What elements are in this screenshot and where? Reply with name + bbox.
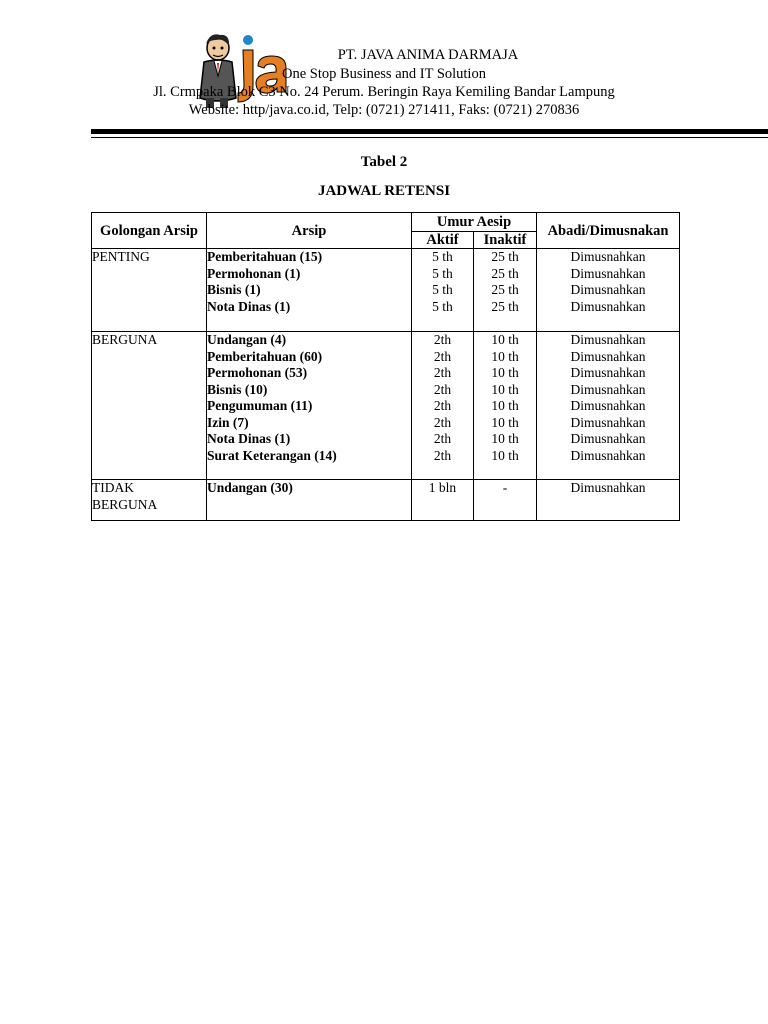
- arsip-item: Pemberitahuan (60): [207, 348, 323, 364]
- table-row: [92, 332, 680, 480]
- golongan-cell: TIDAK BERGUNA: [92, 480, 207, 521]
- aktif-value: 2th: [433, 332, 452, 347]
- inaktif-value: 25 th: [491, 249, 519, 264]
- aktif-value: 2th: [433, 447, 452, 463]
- letterhead: [0, 0, 768, 140]
- status-value: Dimusnahkan: [570, 381, 646, 397]
- aktif-cell: [412, 480, 474, 521]
- inaktif-value: 10 th: [491, 332, 519, 347]
- company-tagline: One Stop Business and IT Solution: [282, 66, 486, 82]
- aktif-value: 2th: [433, 398, 452, 413]
- aktif-value: 2th: [433, 381, 452, 397]
- aktif-value: 1 bln: [428, 480, 457, 495]
- status-value: Dimusnahkan: [570, 447, 646, 463]
- golongan-cell: PENTING: [92, 249, 207, 332]
- arsip-cell: [207, 480, 412, 521]
- inaktif-value: 25 th: [491, 298, 519, 314]
- status-value: Dimusnahkan: [570, 348, 646, 364]
- table-number: Tabel 2: [360, 154, 408, 170]
- arsip-item: Pengumuman (11): [207, 398, 313, 413]
- status-value: Dimusnahkan: [570, 431, 646, 446]
- inaktif-value: 10 th: [491, 381, 519, 397]
- header-arsip: Arsip: [207, 213, 412, 249]
- status-value: Dimusnahkan: [570, 298, 646, 314]
- inaktif-value: 10 th: [491, 365, 519, 380]
- aktif-value: 2th: [433, 431, 452, 446]
- company-contact: Website: http/java.co.id, Telp: (0721) 271411, Faks: (0721) 270836: [188, 102, 580, 118]
- aktif-value: 2th: [433, 414, 452, 430]
- header-inaktif: Inaktif: [474, 232, 537, 249]
- inaktif-value: 25 th: [491, 282, 519, 297]
- table-row: [92, 249, 680, 332]
- arsip-item: Bisnis (1): [207, 282, 261, 297]
- status-cell: [537, 249, 680, 332]
- status-value: Dimusnahkan: [570, 480, 646, 495]
- company-address: Jl. Crmpaka Blok C3 No. 24 Perum. Beringin Raya Kemiling Bandar Lampung: [153, 84, 615, 100]
- inaktif-value: 10 th: [491, 348, 519, 364]
- header-aktif: Aktif: [412, 232, 474, 249]
- status-value: Dimusnahkan: [570, 332, 646, 347]
- header-rule-thick: [91, 129, 768, 134]
- table-title: JADWAL RETENSI: [317, 183, 451, 199]
- arsip-item: Undangan (30): [207, 480, 293, 495]
- aktif-value: 5 th: [432, 265, 453, 281]
- arsip-item: Surat Keterangan (14): [207, 447, 337, 463]
- arsip-item: Undangan (4): [207, 332, 287, 347]
- header-golongan: Golongan Arsip: [92, 213, 207, 249]
- header-abadi: Abadi/Dimusnakan: [537, 213, 680, 249]
- status-value: Dimusnahkan: [570, 414, 646, 430]
- inaktif-cell: [474, 249, 537, 332]
- aktif-value: 2th: [433, 348, 452, 364]
- status-value: Dimusnahkan: [570, 365, 646, 380]
- aktif-value: 5 th: [432, 298, 453, 314]
- header-rule-thin: [91, 137, 768, 138]
- inaktif-value: -: [502, 480, 508, 495]
- header-umur: Umur Aesip: [412, 213, 537, 232]
- arsip-item: Permohonan (1): [207, 265, 301, 281]
- aktif-value: 5 th: [432, 249, 453, 264]
- arsip-cell: [207, 249, 412, 332]
- inaktif-value: 10 th: [491, 398, 519, 413]
- arsip-item: Nota Dinas (1): [207, 431, 291, 446]
- status-value: Dimusnahkan: [570, 398, 646, 413]
- aktif-cell: [412, 249, 474, 332]
- aktif-value: 2th: [433, 365, 452, 380]
- arsip-item: Nota Dinas (1): [207, 298, 291, 314]
- arsip-cell: [207, 332, 412, 480]
- status-value: Dimusnahkan: [570, 265, 646, 281]
- retention-table: [91, 212, 680, 521]
- inaktif-cell: [474, 332, 537, 480]
- status-value: Dimusnahkan: [570, 249, 646, 264]
- svg-text:ja: ja: [196, 30, 197, 31]
- aktif-value: 5 th: [432, 282, 453, 297]
- company-name: PT. JAVA ANIMA DARMAJA: [337, 47, 519, 63]
- golongan-cell: BERGUNA: [92, 332, 207, 480]
- arsip-item: Izin (7): [207, 414, 249, 430]
- arsip-item: Permohonan (53): [207, 365, 308, 380]
- table-row: [92, 480, 680, 521]
- inaktif-value: 10 th: [491, 414, 519, 430]
- arsip-item: Pemberitahuan (15): [207, 249, 323, 264]
- status-value: Dimusnahkan: [570, 282, 646, 297]
- inaktif-value: 10 th: [491, 431, 519, 446]
- arsip-item: Bisnis (10): [207, 381, 268, 397]
- status-cell: [537, 332, 680, 480]
- inaktif-value: 10 th: [491, 447, 519, 463]
- inaktif-value: 25 th: [491, 265, 519, 281]
- status-cell: [537, 480, 680, 521]
- aktif-cell: [412, 332, 474, 480]
- inaktif-cell: [474, 480, 537, 521]
